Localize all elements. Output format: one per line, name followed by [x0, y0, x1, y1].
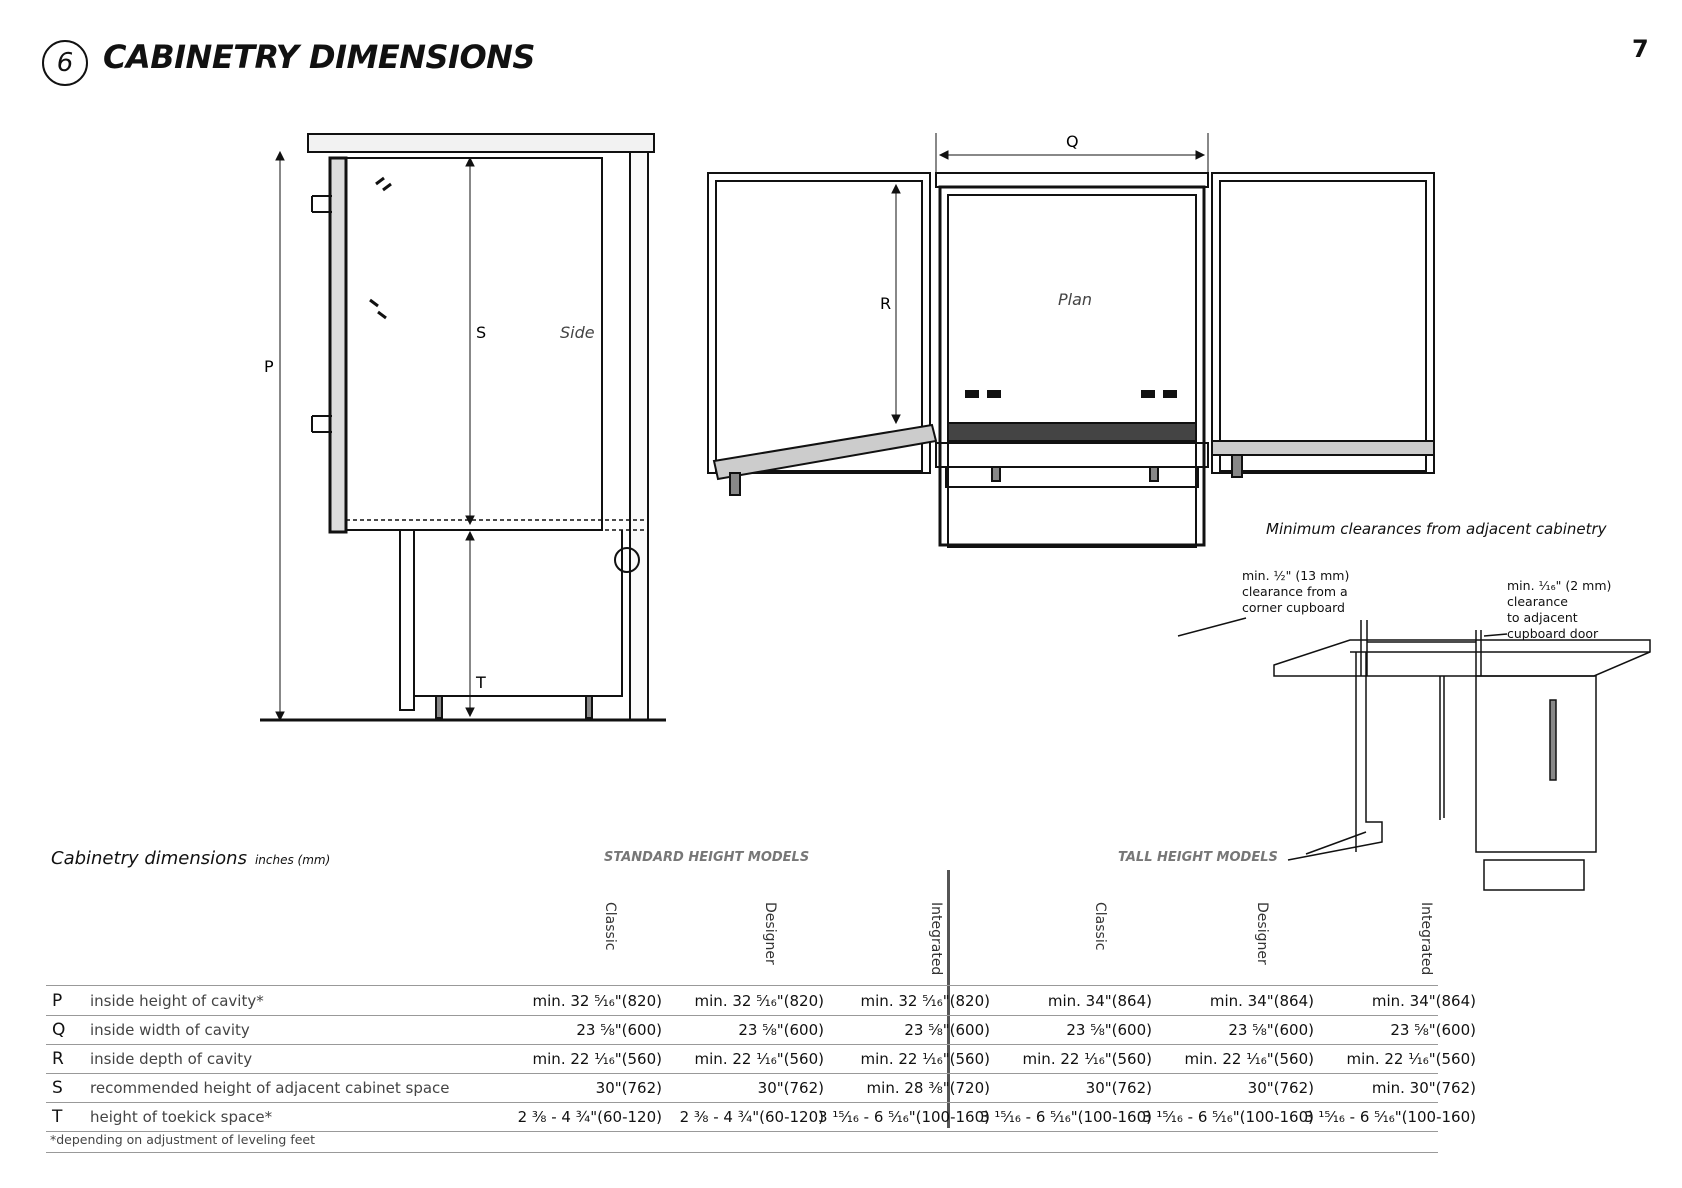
side-view-diagram: [250, 120, 680, 692]
left-clearance-line-1: min. ½" (13 mm): [1242, 568, 1350, 583]
row-letter: R: [52, 1049, 64, 1069]
cell-tall-designer: 3 ¹⁵⁄₁₆ - 6 ⁵⁄₁₆"(100-160): [1142, 1108, 1314, 1126]
cell-std-integrated: 23 ⅝"(600): [904, 1021, 990, 1039]
cell-tall-classic: 30"(762): [1085, 1079, 1152, 1097]
cell-tall-designer: min. 22 ¹⁄₁₆"(560): [1184, 1050, 1314, 1068]
dim-label-q: Q: [1066, 132, 1079, 151]
page-number: 7: [1632, 35, 1649, 63]
section-number-badge: 6: [42, 40, 88, 86]
cell-tall-integrated: min. 30"(762): [1371, 1079, 1476, 1097]
cell-std-designer: 30"(762): [757, 1079, 824, 1097]
table-row: [46, 1102, 1476, 1132]
row-description: inside depth of cavity: [90, 1050, 253, 1068]
col-header-tall-designer: Designer: [1254, 902, 1270, 965]
right-clearance-line-4: cupboard door: [1507, 626, 1599, 641]
page-title: CABINETRY DIMENSIONS: [103, 38, 535, 76]
cell-tall-integrated: 3 ¹⁵⁄₁₆ - 6 ⁵⁄₁₆"(100-160): [1304, 1108, 1476, 1126]
cell-tall-designer: 30"(762): [1247, 1079, 1314, 1097]
clearances-diagram: [1170, 560, 1660, 870]
cell-tall-designer: min. 34"(864): [1209, 992, 1314, 1010]
cell-std-designer: 2 ⅜ - 4 ¾"(60-120): [679, 1108, 824, 1126]
row-letter: S: [52, 1078, 63, 1098]
clearances-title: Minimum clearances from adjacent cabinetry: [1266, 520, 1607, 538]
cell-tall-integrated: min. 34"(864): [1371, 992, 1476, 1010]
dim-label-r: R: [880, 294, 892, 313]
left-clearance-line-3: corner cupboard: [1242, 600, 1345, 615]
table-row: [46, 1073, 1476, 1103]
plan-view-label: Plan: [1058, 290, 1093, 309]
col-header-std-integrated: Integrated: [928, 902, 944, 976]
cell-std-classic: 2 ⅜ - 4 ¾"(60-120): [517, 1108, 662, 1126]
row-letter: P: [52, 991, 63, 1011]
dim-label-t: T: [476, 673, 486, 692]
row-description: recommended height of adjacent cabinet space: [90, 1079, 450, 1097]
right-clearance-line-3: to adjacent: [1507, 610, 1578, 625]
cell-tall-designer: 23 ⅝"(600): [1228, 1021, 1314, 1039]
cell-std-integrated: min. 22 ¹⁄₁₆"(560): [860, 1050, 990, 1068]
table-row: [46, 986, 1476, 1016]
cell-std-integrated: min. 28 ⅜"(720): [866, 1079, 990, 1097]
cell-tall-classic: min. 22 ¹⁄₁₆"(560): [1022, 1050, 1152, 1068]
group-standard-height: STANDARD HEIGHT MODELS: [604, 850, 810, 865]
col-header-std-classic: Classic: [602, 902, 618, 951]
row-letter: T: [52, 1107, 63, 1127]
cell-tall-classic: 3 ¹⁵⁄₁₆ - 6 ⁵⁄₁₆"(100-160): [980, 1108, 1152, 1126]
cell-std-designer: 23 ⅝"(600): [738, 1021, 824, 1039]
table-title: Cabinetry dimensions inches (mm): [51, 848, 331, 869]
row-letter: Q: [52, 1020, 66, 1040]
left-clearance-line-2: clearance from a: [1242, 584, 1348, 599]
row-description: height of toekick space*: [90, 1108, 273, 1126]
cell-std-classic: min. 22 ¹⁄₁₆"(560): [532, 1050, 662, 1068]
cell-tall-classic: min. 34"(864): [1047, 992, 1152, 1010]
cell-std-integrated: 3 ¹⁵⁄₁₆ - 6 ⁵⁄₁₆"(100-160): [818, 1108, 990, 1126]
table-bottom-rule: [46, 1152, 1438, 1153]
col-header-std-designer: Designer: [762, 902, 778, 965]
cell-std-classic: 23 ⅝"(600): [576, 1021, 662, 1039]
row-description: inside width of cavity: [90, 1021, 250, 1039]
cell-std-classic: 30"(762): [595, 1079, 662, 1097]
col-header-tall-integrated: Integrated: [1418, 902, 1434, 976]
table-row: [46, 1015, 1476, 1045]
table-footnote: *depending on adjustment of leveling feet: [50, 1132, 316, 1147]
group-tall-height: TALL HEIGHT MODELS: [1118, 850, 1278, 865]
cell-std-integrated: min. 32 ⁵⁄₁₆"(820): [860, 992, 990, 1010]
cell-std-classic: min. 32 ⁵⁄₁₆"(820): [532, 992, 662, 1010]
dim-label-p: P: [264, 357, 274, 376]
cell-std-designer: min. 22 ¹⁄₁₆"(560): [694, 1050, 824, 1068]
cell-std-designer: min. 32 ⁵⁄₁₆"(820): [694, 992, 824, 1010]
cell-tall-integrated: 23 ⅝"(600): [1390, 1021, 1476, 1039]
cell-tall-integrated: min. 22 ¹⁄₁₆"(560): [1346, 1050, 1476, 1068]
right-clearance-line-2: clearance: [1507, 594, 1568, 609]
table-row: [46, 1044, 1476, 1074]
side-view-label: Side: [560, 323, 595, 342]
right-clearance-line-1: min. ¹⁄₁₆" (2 mm): [1507, 578, 1612, 593]
col-header-tall-classic: Classic: [1092, 902, 1108, 951]
dim-label-s: S: [476, 323, 487, 342]
table-unit: inches (mm): [254, 853, 331, 867]
row-description: inside height of cavity*: [90, 992, 264, 1010]
plan-view-diagram: [700, 125, 1460, 505]
cell-tall-classic: 23 ⅝"(600): [1066, 1021, 1152, 1039]
